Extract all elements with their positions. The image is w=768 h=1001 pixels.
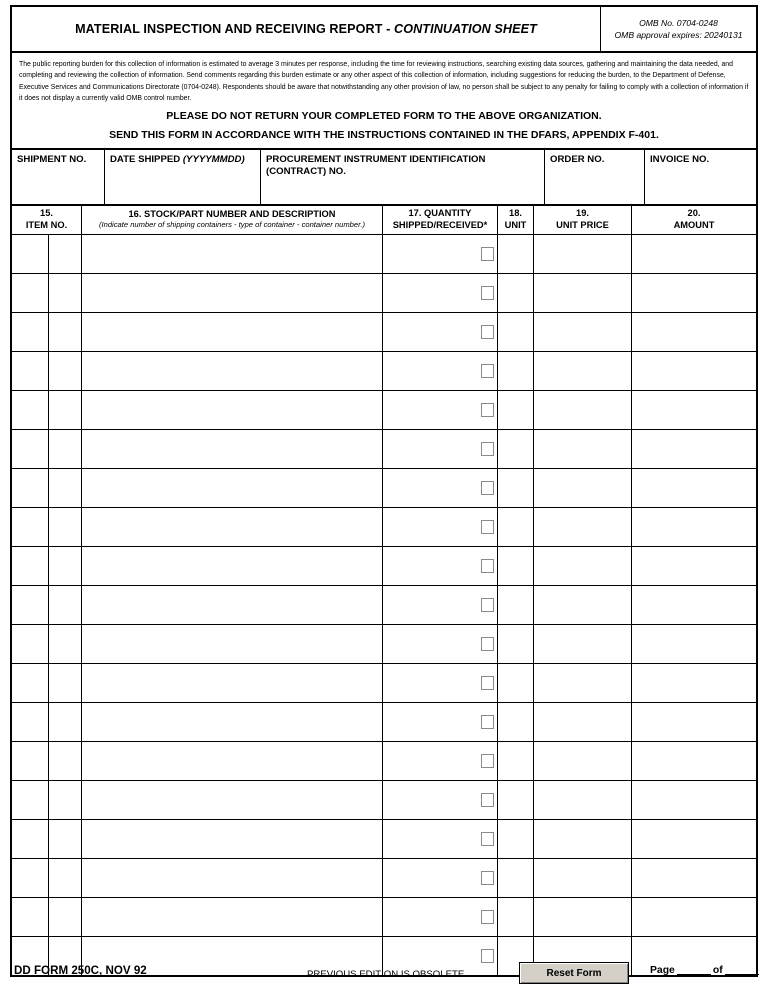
table-row xyxy=(12,235,756,274)
cell-amount[interactable] xyxy=(632,313,756,351)
cell-quantity[interactable] xyxy=(383,781,498,819)
unit-price-number: 19. xyxy=(576,208,589,219)
form-title-band xyxy=(12,7,756,53)
cell-unit[interactable] xyxy=(498,430,534,468)
cell-item-no[interactable] xyxy=(12,352,82,390)
cell-unit[interactable] xyxy=(498,313,534,351)
cell-description[interactable] xyxy=(82,430,383,468)
cell-unit[interactable] xyxy=(498,898,534,936)
cell-description[interactable] xyxy=(82,898,383,936)
cell-item-no-prefix[interactable] xyxy=(12,235,49,273)
table-row xyxy=(12,586,756,625)
cell-description[interactable] xyxy=(82,313,383,351)
table-row xyxy=(12,625,756,664)
cell-description[interactable] xyxy=(82,781,383,819)
dd-form-250c xyxy=(10,5,758,977)
cell-unit[interactable] xyxy=(498,469,534,507)
cell-item-no-value[interactable] xyxy=(49,274,81,312)
cell-item-no[interactable] xyxy=(12,703,82,741)
page-current-blank[interactable] xyxy=(677,974,711,975)
cell-quantity[interactable] xyxy=(383,391,498,429)
unit-price-label: UNIT PRICE xyxy=(556,219,609,230)
table-row xyxy=(12,664,756,703)
cell-unit-price[interactable] xyxy=(534,781,632,819)
cell-item-no-prefix[interactable] xyxy=(12,703,49,741)
cell-amount[interactable] xyxy=(632,235,756,273)
quantity-accept-checkbox[interactable] xyxy=(481,715,494,729)
cell-item-no-prefix[interactable] xyxy=(12,859,49,897)
cell-item-no[interactable] xyxy=(12,625,82,663)
quantity-accept-checkbox[interactable] xyxy=(481,637,494,651)
cell-unit[interactable] xyxy=(498,274,534,312)
cell-item-no[interactable] xyxy=(12,235,82,273)
column-header-quantity xyxy=(383,206,498,234)
previous-edition-note: PREVIOUS EDITION IS OBSOLETE. xyxy=(307,969,467,980)
cell-unit[interactable] xyxy=(498,235,534,273)
cell-item-no[interactable] xyxy=(12,313,82,351)
cell-item-no-prefix[interactable] xyxy=(12,313,49,351)
cell-amount[interactable] xyxy=(632,742,756,780)
pii-label-line-1: PROCUREMENT INSTRUMENT IDENTIFICATION xyxy=(266,153,486,165)
cell-unit[interactable] xyxy=(498,820,534,858)
shipment-no-label: SHIPMENT NO. xyxy=(17,153,87,165)
description-sub-label: (Indicate number of shipping containers - type of container - container number.) xyxy=(98,220,366,230)
invoice-no-label: INVOICE NO. xyxy=(650,153,710,165)
cell-unit[interactable] xyxy=(498,391,534,429)
cell-item-no-prefix[interactable] xyxy=(12,820,49,858)
cell-item-no-value[interactable] xyxy=(49,313,81,351)
amount-label: AMOUNT xyxy=(673,219,715,230)
cell-item-no-prefix[interactable] xyxy=(12,625,49,663)
field-procurement-instrument-id[interactable] xyxy=(261,150,545,204)
cell-unit[interactable] xyxy=(498,625,534,663)
column-header-amount xyxy=(632,206,756,234)
cell-amount[interactable] xyxy=(632,274,756,312)
cell-item-no-value[interactable] xyxy=(49,235,81,273)
quantity-accept-checkbox[interactable] xyxy=(481,442,494,456)
cell-item-no-value[interactable] xyxy=(49,898,81,936)
cell-description[interactable] xyxy=(82,625,383,663)
cell-item-no-prefix[interactable] xyxy=(12,898,49,936)
cell-item-no[interactable] xyxy=(12,781,82,819)
quantity-accept-checkbox[interactable] xyxy=(481,286,494,300)
cell-item-no[interactable] xyxy=(12,469,82,507)
cell-amount[interactable] xyxy=(632,508,756,546)
cell-description[interactable] xyxy=(82,274,383,312)
cell-unit[interactable] xyxy=(498,664,534,702)
cell-item-no[interactable] xyxy=(12,820,82,858)
table-column-header-row xyxy=(12,206,756,235)
cell-item-no[interactable] xyxy=(12,859,82,897)
quantity-accept-checkbox[interactable] xyxy=(481,949,494,963)
cell-item-no-value[interactable] xyxy=(49,430,81,468)
field-date-shipped[interactable] xyxy=(105,150,261,204)
table-row xyxy=(12,352,756,391)
form-footer xyxy=(10,962,758,996)
header-fields-row xyxy=(12,150,756,206)
column-header-unit-price xyxy=(534,206,632,234)
burden-statement-band xyxy=(12,53,756,150)
quantity-accept-checkbox[interactable] xyxy=(481,481,494,495)
cell-quantity[interactable] xyxy=(383,547,498,585)
column-header-description xyxy=(82,206,383,234)
form-outer-border xyxy=(10,5,758,977)
page-total-blank[interactable] xyxy=(725,974,759,975)
cell-item-no-value[interactable] xyxy=(49,352,81,390)
cell-unit-price[interactable] xyxy=(534,391,632,429)
quantity-accept-checkbox[interactable] xyxy=(481,754,494,768)
cell-amount[interactable] xyxy=(632,664,756,702)
cell-item-no[interactable] xyxy=(12,547,82,585)
cell-unit[interactable] xyxy=(498,586,534,624)
cell-unit-price[interactable] xyxy=(534,352,632,390)
cell-item-no-value[interactable] xyxy=(49,547,81,585)
cell-item-no-value[interactable] xyxy=(49,391,81,429)
cell-description[interactable] xyxy=(82,742,383,780)
cell-quantity[interactable] xyxy=(383,430,498,468)
cell-unit-price[interactable] xyxy=(534,430,632,468)
omb-number: OMB No. 0704-0248 xyxy=(639,18,718,28)
cell-item-no-prefix[interactable] xyxy=(12,508,49,546)
table-row xyxy=(12,430,756,469)
unit-label: UNIT xyxy=(504,219,527,230)
table-row xyxy=(12,703,756,742)
table-row xyxy=(12,274,756,313)
reset-form-button[interactable]: Reset Form xyxy=(519,962,629,984)
cell-quantity[interactable] xyxy=(383,742,498,780)
description-label: 16. STOCK/PART NUMBER AND DESCRIPTION xyxy=(128,208,336,219)
cell-item-no-prefix[interactable] xyxy=(12,742,49,780)
cell-description[interactable] xyxy=(82,235,383,273)
cell-description[interactable] xyxy=(82,664,383,702)
cell-item-no-prefix[interactable] xyxy=(12,352,49,390)
cell-item-no[interactable] xyxy=(12,898,82,936)
form-number-label: DD FORM 250C, NOV 92 xyxy=(14,964,147,977)
cell-unit[interactable] xyxy=(498,547,534,585)
cell-item-no[interactable] xyxy=(12,742,82,780)
table-row xyxy=(12,742,756,781)
cell-unit[interactable] xyxy=(498,781,534,819)
cell-item-no-value[interactable] xyxy=(49,781,81,819)
cell-item-no-prefix[interactable] xyxy=(12,547,49,585)
cell-item-no[interactable] xyxy=(12,391,82,429)
cell-amount[interactable] xyxy=(632,586,756,624)
date-shipped-format-hint: (YYYYMMDD) xyxy=(182,153,245,165)
cell-unit-price[interactable] xyxy=(534,235,632,273)
omb-info-cell xyxy=(600,7,756,51)
cell-unit-price[interactable] xyxy=(534,313,632,351)
page-word-label: Page xyxy=(650,965,675,976)
cell-amount[interactable] xyxy=(632,352,756,390)
cell-item-no[interactable] xyxy=(12,586,82,624)
quantity-accept-checkbox[interactable] xyxy=(481,247,494,261)
cell-unit-price[interactable] xyxy=(534,274,632,312)
cell-unit[interactable] xyxy=(498,508,534,546)
quantity-accept-checkbox[interactable] xyxy=(481,364,494,378)
cell-amount[interactable] xyxy=(632,820,756,858)
table-row xyxy=(12,391,756,430)
burden-paragraph: The public reporting burden for this collection of information is estimated to average 3 minutes per response, including the time for reviewing instructions, searching existing data sources, gathering and maintaining the data needed, and completing and reviewing the collection of information. Send comments regarding this burden estimate or any other aspect of this collection of information, including suggestions for reducing the burden, to the Department of Defense, Executive Services and Communications Directorate (0704-0248). Respondents should be aware that notwithstanding any other provision of law, no person shall be subject to any penalty for failing to comply with a collection of information if it does not display a currently valid OMB control number. xyxy=(19,61,749,103)
cell-quantity[interactable] xyxy=(383,898,498,936)
cell-description[interactable] xyxy=(82,469,383,507)
cell-item-no-prefix[interactable] xyxy=(12,274,49,312)
table-row xyxy=(12,469,756,508)
date-shipped-text: DATE SHIPPED xyxy=(110,153,183,165)
cell-item-no-prefix[interactable] xyxy=(12,664,49,702)
cell-amount[interactable] xyxy=(632,781,756,819)
table-row xyxy=(12,781,756,820)
table-row xyxy=(12,313,756,352)
cell-quantity[interactable] xyxy=(383,313,498,351)
cell-amount[interactable] xyxy=(632,547,756,585)
cell-quantity[interactable] xyxy=(383,820,498,858)
cell-unit-price[interactable] xyxy=(534,469,632,507)
cell-unit-price[interactable] xyxy=(534,547,632,585)
quantity-accept-checkbox[interactable] xyxy=(481,559,494,573)
quantity-accept-checkbox[interactable] xyxy=(481,871,494,885)
quantity-accept-checkbox[interactable] xyxy=(481,832,494,846)
cell-item-no-prefix[interactable] xyxy=(12,391,49,429)
cell-quantity[interactable] xyxy=(383,274,498,312)
cell-unit-price[interactable] xyxy=(534,859,632,897)
cell-item-no[interactable] xyxy=(12,508,82,546)
cell-quantity[interactable] xyxy=(383,469,498,507)
unit-number: 18. xyxy=(509,208,522,219)
of-word-label: of xyxy=(712,965,723,976)
cell-item-no-value[interactable] xyxy=(49,859,81,897)
amount-number: 20. xyxy=(687,208,701,219)
cell-item-no-value[interactable] xyxy=(49,664,81,702)
cell-item-no[interactable] xyxy=(12,664,82,702)
cell-amount[interactable] xyxy=(632,859,756,897)
cell-item-no-prefix[interactable] xyxy=(12,469,49,507)
cell-unit[interactable] xyxy=(498,742,534,780)
table-row xyxy=(12,859,756,898)
cell-quantity[interactable] xyxy=(383,664,498,702)
cell-amount[interactable] xyxy=(632,625,756,663)
item-no-label: ITEM NO. xyxy=(25,219,68,230)
cell-description[interactable] xyxy=(82,586,383,624)
quantity-accept-checkbox[interactable] xyxy=(481,520,494,534)
column-header-item-no xyxy=(12,206,82,234)
table-row xyxy=(12,820,756,859)
item-no-number: 15. xyxy=(40,208,53,219)
cell-item-no[interactable] xyxy=(12,274,82,312)
burden-notice-line-1: PLEASE DO NOT RETURN YOUR COMPLETED FORM TO THE ABOVE ORGANIZATION. xyxy=(166,109,602,122)
table-row xyxy=(12,547,756,586)
cell-description[interactable] xyxy=(82,391,383,429)
cell-item-no-value[interactable] xyxy=(49,625,81,663)
cell-item-no-value[interactable] xyxy=(49,820,81,858)
cell-unit-price[interactable] xyxy=(534,898,632,936)
cell-amount[interactable] xyxy=(632,898,756,936)
quantity-accept-checkbox[interactable] xyxy=(481,910,494,924)
cell-amount[interactable] xyxy=(632,469,756,507)
cell-description[interactable] xyxy=(82,508,383,546)
cell-quantity[interactable] xyxy=(383,352,498,390)
cell-unit-price[interactable] xyxy=(534,703,632,741)
cell-unit-price[interactable] xyxy=(534,820,632,858)
cell-unit[interactable] xyxy=(498,859,534,897)
cell-quantity[interactable] xyxy=(383,586,498,624)
cell-unit-price[interactable] xyxy=(534,742,632,780)
cell-item-no-prefix[interactable] xyxy=(12,430,49,468)
cell-unit-price[interactable] xyxy=(534,664,632,702)
column-header-unit xyxy=(498,206,534,234)
quantity-accept-checkbox[interactable] xyxy=(481,325,494,339)
quantity-accept-checkbox[interactable] xyxy=(481,403,494,417)
quantity-label-line-2: SHIPPED/RECEIVED* xyxy=(392,219,488,230)
cell-item-no-prefix[interactable] xyxy=(12,586,49,624)
cell-amount[interactable] xyxy=(632,391,756,429)
cell-description[interactable] xyxy=(82,352,383,390)
field-shipment-no[interactable] xyxy=(12,150,105,204)
burden-notice-line-2: SEND THIS FORM IN ACCORDANCE WITH THE INSTRUCTIONS CONTAINED IN THE DFARS, APPENDIX F-401. xyxy=(109,128,659,141)
form-title-continuation: CONTINUATION SHEET xyxy=(394,22,537,36)
cell-unit-price[interactable] xyxy=(534,625,632,663)
line-items-table-body xyxy=(12,235,756,975)
omb-expiration: OMB approval expires: 20240131 xyxy=(614,30,743,40)
date-shipped-label xyxy=(110,154,256,166)
cell-item-no-value[interactable] xyxy=(49,508,81,546)
cell-unit-price[interactable] xyxy=(534,508,632,546)
cell-item-no-value[interactable] xyxy=(49,586,81,624)
quantity-accept-checkbox[interactable] xyxy=(481,598,494,612)
pii-label-line-2: (CONTRACT) NO. xyxy=(266,166,346,178)
quantity-accept-checkbox[interactable] xyxy=(481,793,494,807)
cell-description[interactable] xyxy=(82,820,383,858)
table-row xyxy=(12,508,756,547)
cell-description[interactable] xyxy=(82,859,383,897)
cell-description[interactable] xyxy=(82,547,383,585)
cell-item-no[interactable] xyxy=(12,430,82,468)
cell-quantity[interactable] xyxy=(383,703,498,741)
cell-quantity[interactable] xyxy=(383,235,498,273)
cell-amount[interactable] xyxy=(632,430,756,468)
page-number-field[interactable] xyxy=(650,965,761,976)
cell-amount[interactable] xyxy=(632,703,756,741)
field-invoice-no[interactable] xyxy=(645,150,756,204)
form-title-cell xyxy=(12,7,600,51)
cell-unit[interactable] xyxy=(498,352,534,390)
order-no-label: ORDER NO. xyxy=(550,153,605,165)
cell-item-no-value[interactable] xyxy=(49,469,81,507)
cell-description[interactable] xyxy=(82,703,383,741)
cell-quantity[interactable] xyxy=(383,508,498,546)
cell-unit-price[interactable] xyxy=(534,586,632,624)
cell-unit[interactable] xyxy=(498,703,534,741)
cell-quantity[interactable] xyxy=(383,859,498,897)
cell-item-no-value[interactable] xyxy=(49,703,81,741)
table-row xyxy=(12,898,756,937)
quantity-accept-checkbox[interactable] xyxy=(481,676,494,690)
cell-quantity[interactable] xyxy=(383,625,498,663)
quantity-label-line-1: 17. QUANTITY xyxy=(408,208,472,219)
field-order-no[interactable] xyxy=(545,150,645,204)
cell-item-no-value[interactable] xyxy=(49,742,81,780)
form-title-main: MATERIAL INSPECTION AND RECEIVING REPORT - xyxy=(75,22,395,36)
page-title xyxy=(75,22,537,36)
cell-item-no-prefix[interactable] xyxy=(12,781,49,819)
